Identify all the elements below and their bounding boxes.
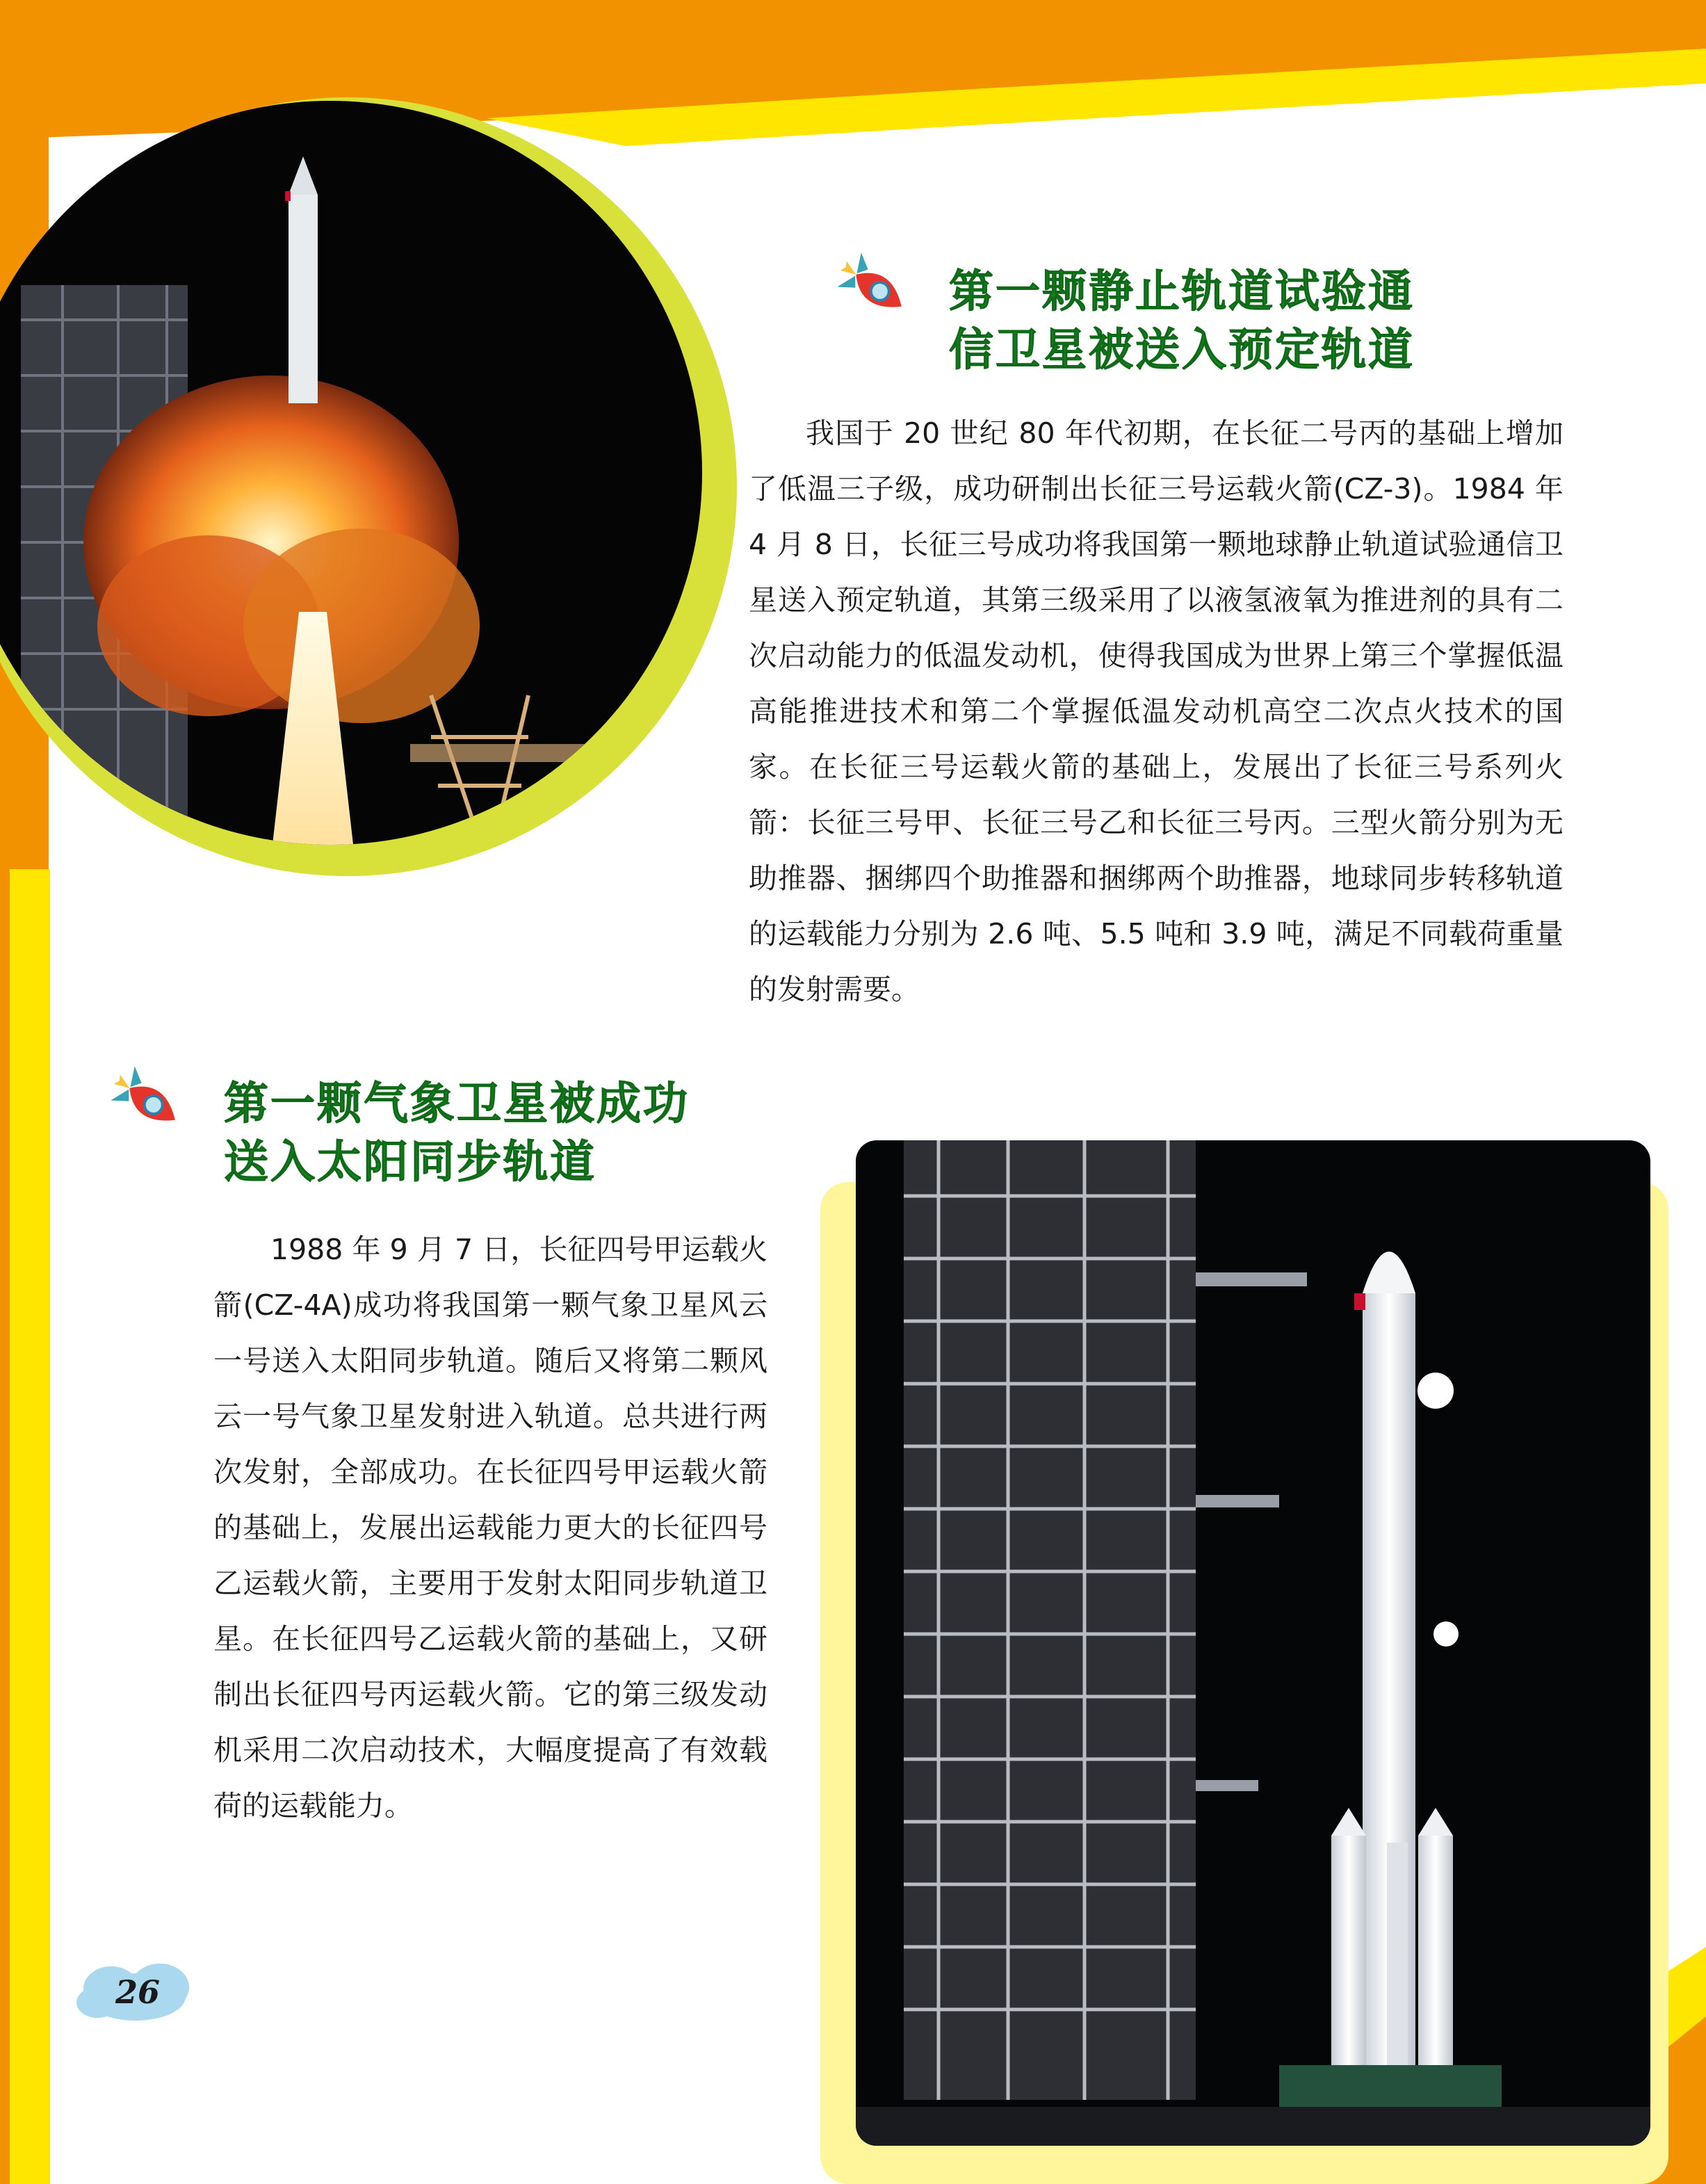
section-title-line: 第一颗静止轨道试验通 bbox=[949, 266, 1415, 318]
page-number: 26 bbox=[115, 1973, 161, 2011]
section-title-line: 第一颗气象卫星被成功 bbox=[224, 1078, 690, 1130]
body-paragraph: 1988 年 9 月 7 日，长征四号甲运载火箭(CZ-4A)成功将我国第一颗气象卫星风云一号送入太阳同步轨道。随后又将第二颗风云一号气象卫星发射进入轨道。总共进行两次发射，全部成功。在长征四号甲运载火箭的基础上，发展出运载能力更大的长征四号乙运载火箭，主要用于发射太阳同步轨道卫星。在长征四号乙运载火箭的基础上，又研制出长征四号丙运载火箭。它的第三级发动机采用二次启动技术，大幅度提高了有效载荷的运载能力。 bbox=[213, 1233, 767, 1822]
body-paragraph: 我国于 20 世纪 80 年代初期，在长征二号丙的基础上增加了低温三子级，成功研制出长征三号运载火箭(CZ-3)。1984 年 4 月 8 日，长征三号成功将我国第一颗地球静止轨道试验通信卫星送入预定轨道，其第三级采用了以液氢液氧为推进剂的具有二次启动能力的低温发动机，使得我国成为世界上第三个掌握低温高能推进技术和第二个掌握低温发动机高空二次点火技术的国家。在长征三号运载火箭的基础上，发展出了长征三号系列火箭：长征三号甲、长征三号乙和长征三号丙。三型火箭分别为无助推器、捆绑四个助推器和捆绑两个助推器，地球同步转移轨道的运载能力分别为 2.6 吨、5.5 吨和 3.9 吨，满足不同载荷重量的发射需要。 bbox=[749, 416, 1563, 1006]
section-title-line: 送入太阳同步轨道 bbox=[224, 1137, 596, 1188]
section-title-line: 信卫星被送入预定轨道 bbox=[949, 325, 1415, 376]
